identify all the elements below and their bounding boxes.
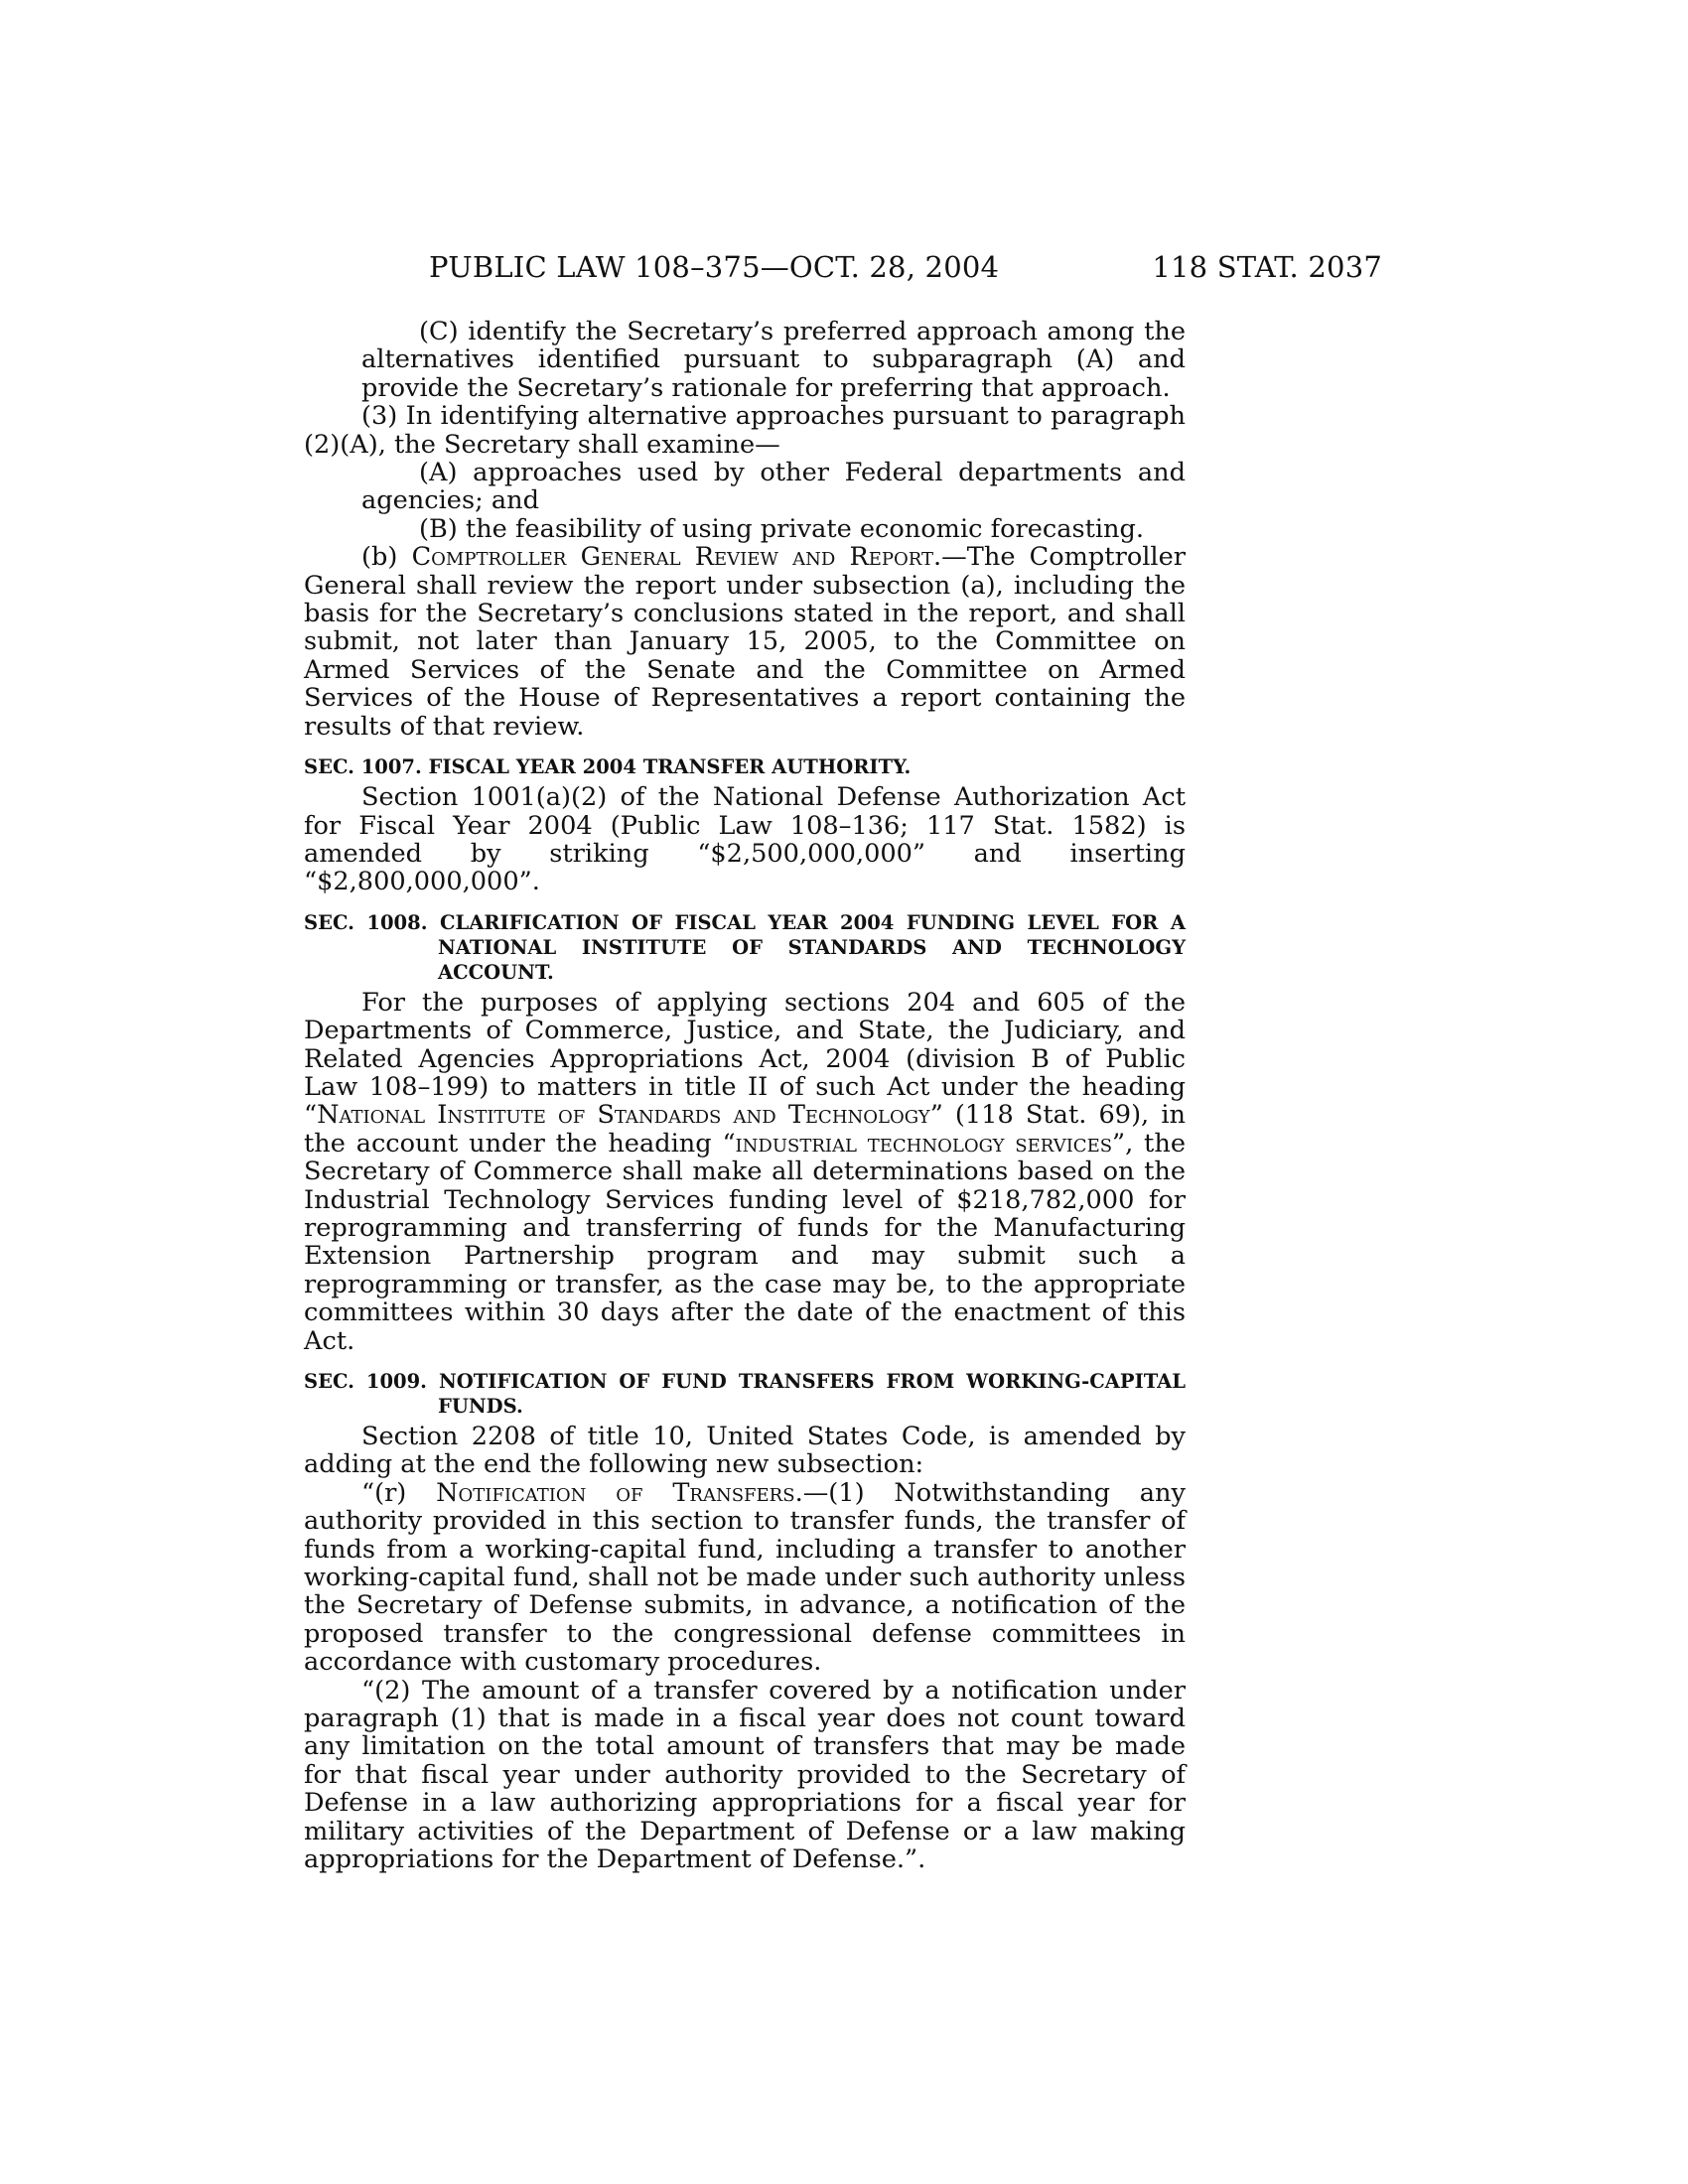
section-1008-heading-ref-1: National Institute of Standards and Technology <box>317 1100 930 1131</box>
subsection-b-label: (b) <box>361 542 412 573</box>
paragraph-c: (C) identify the Secretary’s preferred approach among the alternatives identified pursuant to subparagraph (A) and provide the Secretary’s rationale for preferring that approach. <box>361 317 1186 403</box>
paragraph-b-feasibility: (B) the feasibility of using private economic forecasting. <box>419 513 1145 544</box>
section-1008-text-1: For the purposes of applying sections 204 and 605 of the Departments of Commerce, Justice, and State, the Judiciary, and Related Agencies Appropriations Act, 2004 (division B of Public Law 108–199) to matters in title II of such Act under the heading “ <box>304 987 1186 1131</box>
paragraph-a: (A) approaches used by other Federal departments and agencies; and <box>361 458 1186 516</box>
subsection-r-label: “(r) <box>361 1477 437 1508</box>
subsection-b <box>304 543 1186 741</box>
document-body <box>304 318 1186 1874</box>
section-1009-intro: Section 2208 of title 10, United States Code, is amended by adding at the end the following new subsection: <box>304 1422 1186 1480</box>
section-1008-text <box>304 989 1186 1355</box>
subsection-r-paragraph-2: “(2) The amount of a transfer covered by a notification under paragraph (1) that is made in a fiscal year does not count toward any limitation on the total amount of transfers that may be made for that fiscal year under authority provided to the Secretary of Defense in a law authorizing appropriations for a fiscal year for military activities of the Department of Defense or a law making appropriations for the Department of Defense.”. <box>304 1675 1186 1875</box>
subsection-b-text: .—The Comptroller General shall review the report under subsection (a), including the basis for the Secretary’s conclusions stated in the report, and shall submit, not later than January 15, 2005, to the Committee on Armed Services of the Senate and the Committee on Armed Services of the House of Representatives a report containing the results of that review. <box>304 542 1186 742</box>
subsection-r <box>304 1479 1186 1677</box>
subsection-r-text: .—(1) Notwithstanding any authority provided in this section to transfer funds, the transfer of funds from a working-capital fund, including a transfer to another working-capital fund, shall not be made under such authority unless the Secretary of Defense submits, in advance, a notification of the proposed transfer to the congressional defense committees in accordance with customary procedures. <box>304 1477 1186 1678</box>
section-1007-text: Section 1001(a)(2) of the National Defense Authorization Act for Fiscal Year 2004 (Public Law 108–136; 117 Stat. 1582) is amended by striking “$2,500,000,000” and inserting “$2,800,000,000”. <box>304 782 1186 897</box>
section-1007-heading: SEC. 1007. FISCAL YEAR 2004 TRANSFER AUTHORITY. <box>304 755 912 779</box>
section-1009-heading: SEC. 1009. NOTIFICATION OF FUND TRANSFERS FROM WORKING-CAPITAL FUNDS. <box>304 1370 1186 1418</box>
section-1008-heading: SEC. 1008. CLARIFICATION OF FISCAL YEAR 2004 FUNDING LEVEL FOR A NATIONAL INSTITUTE OF STANDARDS AND TECHNOLOGY ACCOUNT. <box>304 910 1186 984</box>
section-1008-text-2: ” (118 Stat. 69), in the account under the heading “ <box>304 1100 1186 1159</box>
section-1008-text-3: ”, the Secretary of Commerce shall make all determinations based on the Industrial Technology Services funding level of $218,782,000 for reprogramming and transferring of funds for the Manufacturing Extension Partnership program and may submit such a reprogramming or transfer, as the case may be, to the appropriate committees within 30 days after the date of the enactment of this Act. <box>304 1128 1186 1356</box>
running-head-title: PUBLIC LAW 108–375—OCT. 28, 2004 <box>429 250 1000 284</box>
page-header <box>429 250 1382 290</box>
stat-page-number: 118 STAT. 2037 <box>1152 250 1382 284</box>
paragraph-3: (3) In identifying alternative approaches pursuant to paragraph (2)(A), the Secretary shall examine— <box>304 401 1186 460</box>
subsection-b-heading: Comptroller General Review and Report <box>411 542 934 573</box>
subsection-r-heading: Notification of Transfers <box>436 1477 795 1508</box>
section-1008-heading-ref-2: industrial technology services <box>735 1128 1113 1159</box>
